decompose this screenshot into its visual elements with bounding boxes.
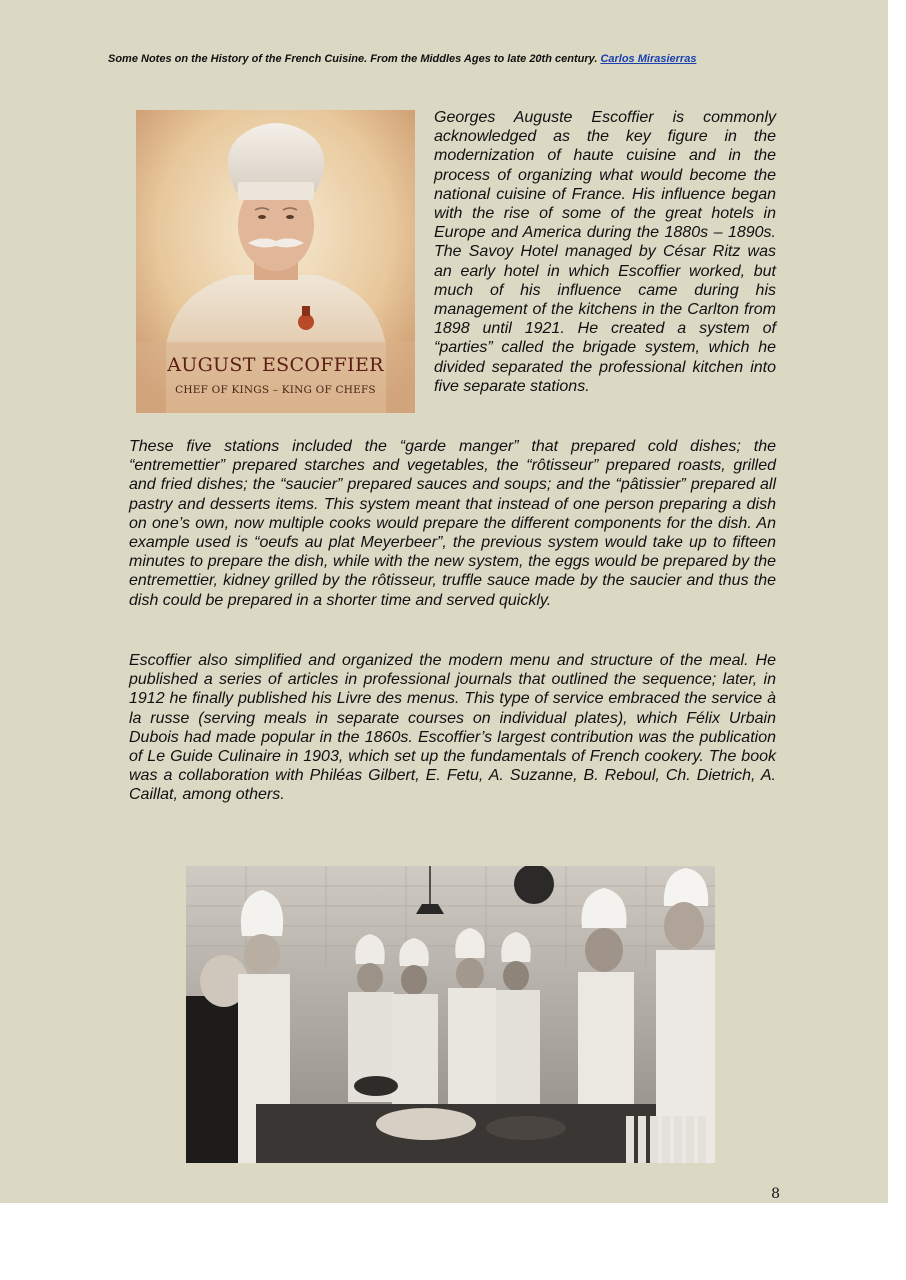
- portrait-subtitle: CHEF OF KINGS – KING OF CHEFS: [175, 384, 376, 396]
- escoffier-portrait: [136, 110, 415, 413]
- paragraph-brigade-stations: These five stations included the “garde manger” that prepared cold dishes; the “entremettier” prepared starches and vegetables, the “rôtisseur” prepared roasts, grilled and fried dishes; the “saucier” prepared sauces and soups; and the “pâtissier” prepared all pastry and desserts items. This system meant that instead of one person preparing a dish on one’s own, now multiple cooks would prepare the different components for the dish. An example used is “oeufs au plat Meyerbeer”, the previous system would take up to fifteen minutes to prepare the dish, while with the new system, the eggs would be prepared by the entremettier, kidney grilled by the rôtisseur, truffle sauce made by the saucier and thus the dish could be prepared in a shorter time and served quickly.: [129, 438, 776, 609]
- dish-platter: [376, 1108, 476, 1140]
- header-title: Some Notes on the History of the French Cuisine. From the Middles Ages to late 20th century.: [108, 53, 598, 65]
- page-number: 8: [771, 1186, 780, 1202]
- medal-icon: [298, 314, 314, 330]
- author-link[interactable]: Carlos Mirasierras: [600, 53, 697, 65]
- running-header: [108, 53, 788, 65]
- paragraph-menu-structure: Escoffier also simplified and organized the modern menu and structure of the meal. He published a series of articles in professional journals that outlined the sequence; later, in 1912 he finally published his Livre des menus. This type of service embraced the service à la russe (serving meals in separate courses on individual plates), which Félix Urbain Dubois had made popular in the 1860s. Escoffier’s largest contribution was the publication of Le Guide Culinaire in 1903, which set up the fundamentals of French cookery. The book was a collaboration with Philéas Gilbert, E. Fetu, A. Suzanne, B. Reboul, Ch. Dietrich, A. Caillat, among others.: [129, 652, 776, 804]
- paragraph-escoffier-intro: Georges Auguste Escoffier is commonly acknowledged as the key figure in the modernization of haute cuisine and in the process of organizing what would become the national cuisine of France. His influence began with the rise of some of the great hotels in Europe and America during the 1880s – 1890s. The Savoy Hotel managed by César Ritz was an early hotel in which Escoffier worked, but much of his influence came during his management of the kitchens in the Carlton from 1898 until 1921. He created a system of “parties” called the brigade system, which he divided separated the professional kitchen into five separate stations.: [434, 109, 776, 395]
- kitchen-brigade-photo: [186, 866, 715, 1163]
- portrait-title: AUGUST ESCOFFIER: [167, 354, 384, 376]
- kitchen-photo-illustration: [186, 866, 715, 1163]
